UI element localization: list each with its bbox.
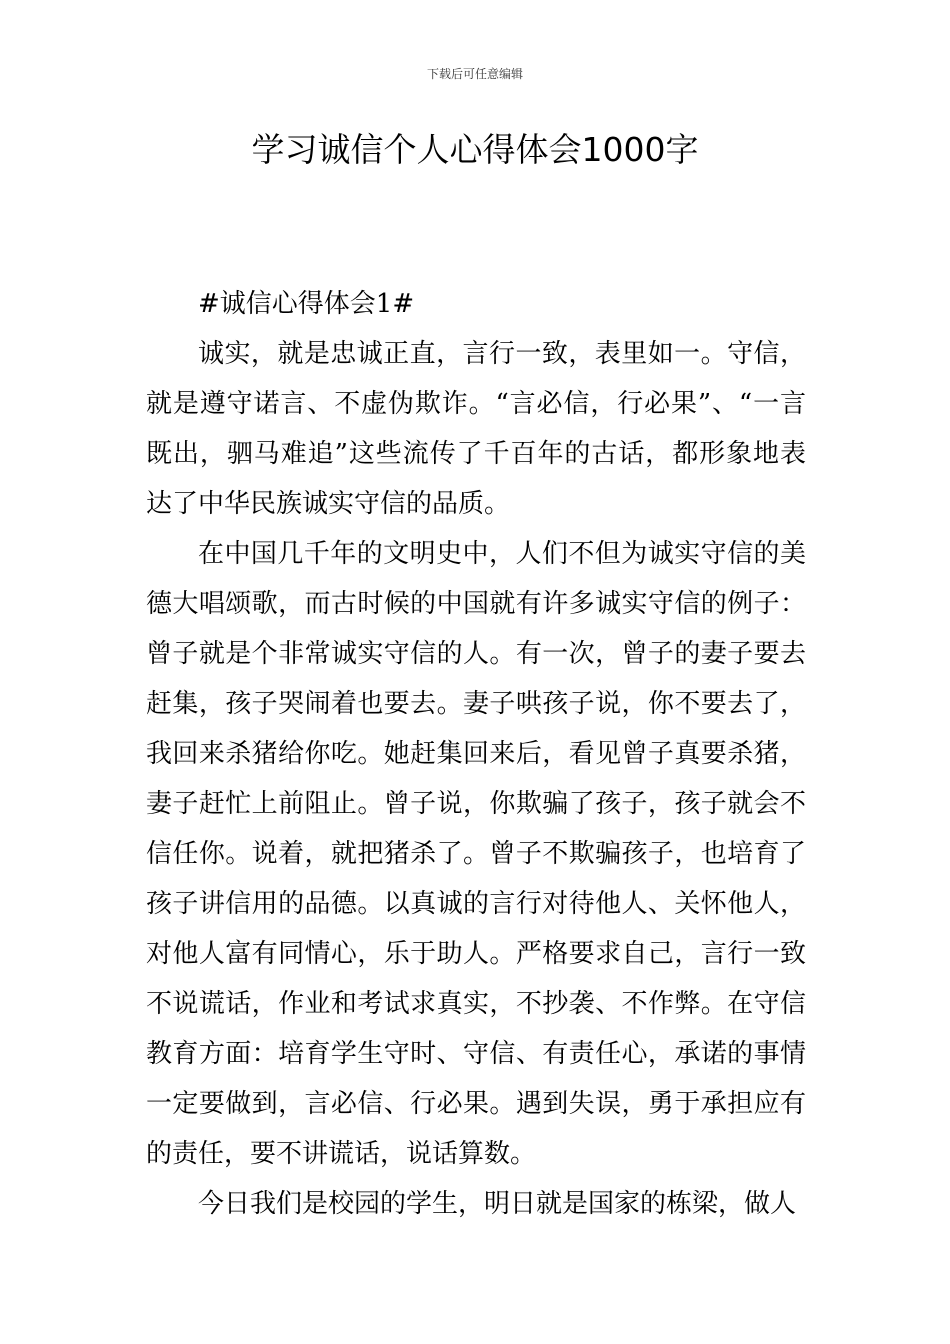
paragraph: 诚实，就是忠诚正直，言行一致，表里如一。守信，就是遵守诺言、不虚伪欺诈。“言必信，行必果”、“一言既出，驷马难追”这些流传了千百年的古话，都形象地表达了中华民族诚实守信的品质。: [146, 339, 806, 519]
document-body: [146, 279, 806, 1229]
paragraph: 今日我们是校园的学生，明日就是国家的栋梁，做人: [198, 1189, 797, 1219]
section-heading: #诚信心得体会1#: [198, 289, 415, 319]
header-note: 下载后可任意编辑: [426, 67, 523, 81]
document-title: 学习诚信个人心得体会1000字: [251, 130, 699, 169]
paragraph: 在中国几千年的文明史中，人们不但为诚实守信的美德大唱颂歌，而古时候的中国就有许多诚实守信的例子：曾子就是个非常诚实守信的人。有一次，曾子的妻子要去赶集，孩子哭闹着也要去。妻子哄孩子说，你不要去了，我回来杀猪给你吃。她赶集回来后，看见曾子真要杀猪，妻子赶忙上前阻止。曾子说，你欺骗了孩子，孩子就会不信任你。说着，就把猪杀了。曾子不欺骗孩子，也培育了孩子讲信用的品德。以真诚的言行对待他人、关怀他人，对他人富有同情心，乐于助人。严格要求自己，言行一致不说谎话，作业和考试求真实，不抄袭、不作弊。在守信教育方面：培育学生守时、守信、有责任心，承诺的事情一定要做到，言必信、行必果。遇到失误，勇于承担应有的责任，要不讲谎话，说话算数。: [146, 539, 806, 1169]
